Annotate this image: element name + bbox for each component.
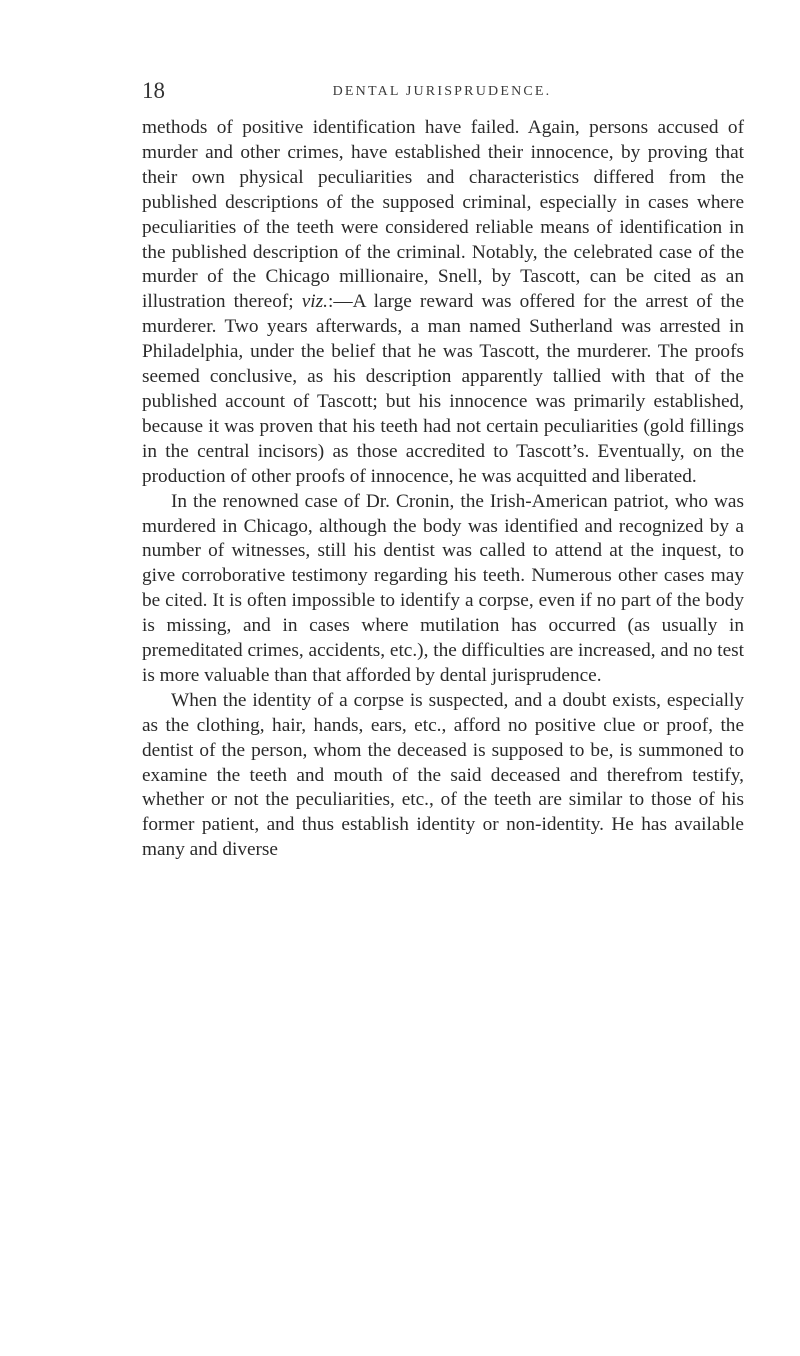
- paragraph-3: [142, 689, 744, 863]
- italic-segment: viz.: [301, 291, 328, 313]
- page-number: 18: [142, 78, 165, 103]
- page-header: [142, 78, 742, 108]
- text-segment: In the renowned case of Dr. Cronin, the Irish-American patriot, who was murdered in Chicago, although the body was identified and recognized by a number of witnesses, still his dentist was called to attend at the inquest, to give corroborative testimony regarding his teeth. Numerous other cases may be cited. It is often impossible to identify a corpse, even if no part of the body is missing, and in cases where mutilation has occurred (as usually in premeditated crimes, accidents, etc.), the difficulties are increased, and no test is more valuable than that afforded by dental jurisprudence.: [142, 490, 744, 686]
- text-segment: methods of positive identification have failed. Again, persons accused of murder and other crimes, have established their innocence, by proving that their own physical peculiarities and characteristics differed from the published descriptions of the supposed criminal, especially in cases where peculiarities of the teeth were considered reliable means of identification in the published description of the criminal. Notably, the celebrated case of the murder of the Chicago millionaire, Snell, by Tascott, can be cited as an illustration thereof;: [142, 117, 744, 313]
- text-segment: When the identity of a corpse is suspected, and a doubt exists, especially as the clothing, hair, hands, ears, etc., afford no positive clue or proof, the dentist of the person, whom the deceased is supposed to be, is summoned to examine the teeth and mouth of the said deceased and therefrom testify, whether or not the peculiarities, etc., of the teeth are similar to those of his former patient, and thus establish identity or non-identity. He has available many and diverse: [142, 689, 744, 861]
- text-segment: :—A large reward was offered for the arrest of the murderer. Two years afterwards, a man named Sutherland was arrested in Philadelphia, under the belief that he was Tascott, the murderer. The proofs seemed conclusive, as his description apparently tallied with that of the published account of Tascott; but his innocence was primarily established, because it was proven that his teeth had not certain peculiarities (gold fillings in the central incisors) as those accredited to Tascott’s. Eventually, on the production of other proofs of innocence, he was acquitted and liberated.: [142, 291, 745, 487]
- paragraph-1: [142, 116, 744, 490]
- running-head: DENTAL JURISPRUDENCE.: [332, 84, 552, 99]
- body-text: [142, 116, 744, 863]
- paragraph-2: [142, 490, 744, 689]
